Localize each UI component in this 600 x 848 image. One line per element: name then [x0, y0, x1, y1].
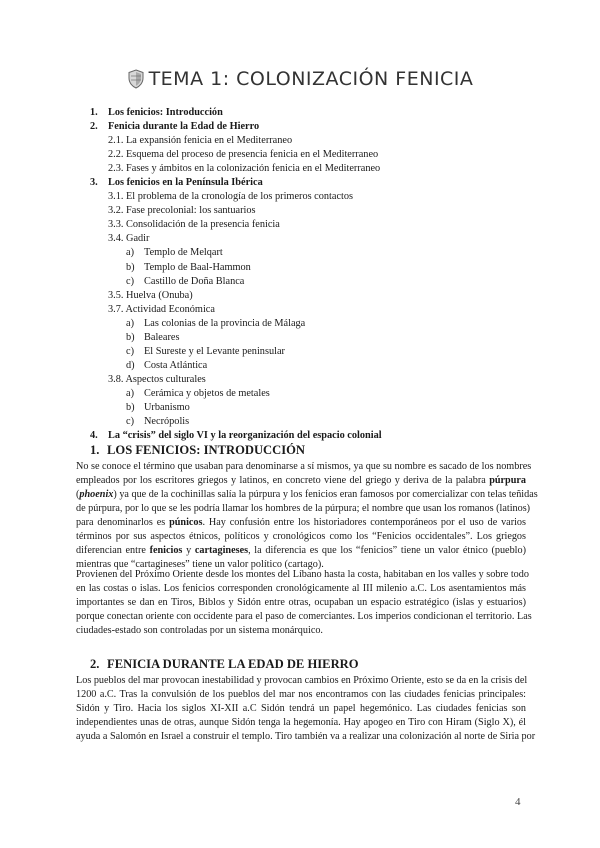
- text-line: importantes se dan en Tiros, Biblos y Sidón entre otras, ocupaban un espacio estratégico (islas y estuarios): [76, 597, 526, 609]
- section-number: 1.: [90, 443, 100, 457]
- toc-item: [0, 134, 600, 148]
- toc-item: [0, 176, 600, 190]
- toc-letter: a): [126, 247, 134, 259]
- text-line: mientras que “cartagineses” tiene un valor político (cartago).: [76, 559, 324, 571]
- toc-letter: b): [126, 331, 135, 343]
- toc-item: [0, 261, 600, 275]
- toc-letter: c): [126, 275, 134, 287]
- toc-item: [0, 401, 600, 415]
- paragraph: [76, 568, 532, 638]
- page-title: [0, 68, 600, 94]
- toc-item: [0, 218, 600, 232]
- toc-letter: c): [126, 416, 134, 428]
- toc-letter: d): [126, 359, 135, 371]
- text-line: Sidón y Tiro. Hacia los siglos XI-XII a.C Sidón tendrá un papel hegemónico. Las ciudades fenicias son: [76, 703, 526, 715]
- toc-text: 3.3. Consolidación de la presencia fenicia: [108, 219, 280, 231]
- toc-letter: b): [126, 261, 135, 273]
- toc-item: [0, 331, 600, 345]
- toc-text: 3.1. El problema de la cronología de los primeros contactos: [108, 191, 354, 203]
- text-line: Provienen del Próximo Oriente desde los montes del Líbano hasta la costa, habitaban en los valles y sobre todo: [76, 569, 529, 580]
- toc-text: 3.2. Fase precolonial: los santuarios: [108, 205, 256, 217]
- toc-text: Templo de Melqart: [144, 247, 223, 259]
- text-line: (phoenix) ya que de la cochinillas salía la púrpura y los fenicios eran famosos por comercializar con telas teñidas: [76, 489, 538, 501]
- toc-number: 1.: [90, 107, 98, 118]
- toc-text: La “crisis” del siglo VI y la reorganización del espacio colonial: [108, 430, 382, 442]
- toc-number: 4.: [90, 430, 98, 442]
- text-line: No se conoce el término que usaban para denominarse a sí mismos, ya que su nombre es sacado de los nombres: [76, 461, 532, 472]
- toc-text: Los fenicios en la Península Ibérica: [108, 177, 263, 189]
- title-text: TEMA 1: COLONIZACIÓN FENICIA: [148, 68, 474, 90]
- text-line: ayuda a Salomón en Israel a construir el templo. Tiro también va a realizar una colonización al norte de Siria por: [76, 731, 536, 743]
- toc-item: [0, 359, 600, 373]
- toc-text: 3.8. Aspectos culturales: [108, 373, 206, 385]
- toc-item: [0, 317, 600, 331]
- toc-item: [0, 120, 600, 134]
- paragraph: [76, 460, 538, 572]
- text-line: términos por sus aspectos étnicos, políticos y cronológicos como los “Fenicios occidentales”. Los griegos: [76, 531, 526, 543]
- toc-text: Cerámica y objetos de metales: [144, 387, 270, 399]
- text-line: de púrpura, por lo que se les podría llamar los hombres de la púrpura; el nombre que usan los romanos (latinos): [76, 503, 531, 515]
- toc-text: Necrópolis: [144, 416, 190, 428]
- toc-letter: a): [126, 387, 134, 399]
- toc-text: 2.1. La expansión fenicia en el Mediterraneo: [108, 135, 293, 147]
- toc-item: [0, 232, 600, 246]
- toc-text: Costa Atlántica: [144, 359, 208, 371]
- text-line: empleados por los escritores griegos y latinos, en concreto viene del griego y deriva de la palabra púrpura: [76, 475, 526, 487]
- toc-text: 2.2. Esquema del proceso de presencia fenicia en el Mediterraneo: [108, 149, 379, 161]
- toc-text: Castillo de Doña Blanca: [144, 275, 245, 287]
- toc-text: 3.7. Actividad Económica: [108, 303, 215, 315]
- section-number: 2.: [90, 657, 100, 671]
- toc-item: [0, 289, 600, 303]
- text-line: para denominarlos es púnicos. Hay confusión entre los historiadores contemporáneos por el uso de varios: [76, 517, 526, 529]
- text-line: diferencian entre fenicios y cartagineses, la diferencia es que los “fenicios” tiene un valor étnico (pueblo): [76, 545, 526, 557]
- text-line: independientes unas de otras, aunque Sidón tenga la hegemonía. Hay apogeo en Tiro con Hiram (Siglo X), él: [76, 717, 526, 729]
- toc-number: 2.: [90, 121, 98, 133]
- toc-item: [0, 106, 600, 120]
- shield-icon: [127, 69, 145, 94]
- text-line: porque conectan oriente con occidente para el paso de comerciantes. Los imperios condicionan el territorio. Las: [76, 611, 532, 623]
- toc-text: El Sureste y el Levante peninsular: [144, 345, 285, 357]
- section-title: LOS FENICIOS: INTRODUCCIÓN: [107, 443, 306, 457]
- toc-text: Fenicia durante la Edad de Hierro: [108, 121, 260, 133]
- page-number: 4: [515, 796, 521, 808]
- toc-text: Baleares: [144, 331, 180, 343]
- toc-text: Templo de Baal-Hammon: [144, 261, 251, 273]
- toc-item: [0, 303, 600, 317]
- toc-letter: b): [126, 401, 135, 413]
- toc-text: Urbanismo: [144, 401, 190, 413]
- toc-item: [0, 345, 600, 359]
- toc-item: [0, 190, 600, 204]
- toc-item: [0, 373, 600, 387]
- paragraph: [76, 674, 536, 744]
- table-of-contents: [0, 106, 600, 443]
- toc-text: Las colonias de la provincia de Málaga: [144, 317, 306, 329]
- toc-item: [0, 162, 600, 176]
- text-line: 1200 a.C. Tras la convulsión de los pueblos del mar nos encontramos con las ciudades fenicias principales:: [76, 689, 526, 701]
- toc-item: [0, 246, 600, 260]
- toc-text: Los fenicios: Introducción: [108, 107, 223, 118]
- toc-text: 2.3. Fases y ámbitos en la colonización fenicia en el Mediterraneo: [108, 163, 381, 175]
- section-title: FENICIA DURANTE LA EDAD DE HIERRO: [107, 657, 359, 671]
- text-line: Los pueblos del mar provocan inestabilidad y provocan cambios en Próximo Oriente, esto se da en la crisis del: [76, 675, 528, 686]
- toc-text: 3.4. Gadir: [108, 233, 150, 245]
- toc-item: [0, 148, 600, 162]
- toc-letter: c): [126, 345, 134, 357]
- toc-item: [0, 429, 600, 443]
- toc-item: [0, 275, 600, 289]
- toc-item: [0, 387, 600, 401]
- toc-number: 3.: [90, 177, 98, 189]
- text-line: en las costas o islas. Los fenicios corresponden cronológicamente al III milenio a.C. Los asentamientos más: [76, 583, 526, 595]
- toc-letter: a): [126, 317, 134, 329]
- toc-item: [0, 204, 600, 218]
- toc-text: 3.5. Huelva (Onuba): [108, 289, 193, 301]
- toc-item: [0, 415, 600, 429]
- text-line: ciudades-estado son controladas por un sistema monárquico.: [76, 625, 323, 637]
